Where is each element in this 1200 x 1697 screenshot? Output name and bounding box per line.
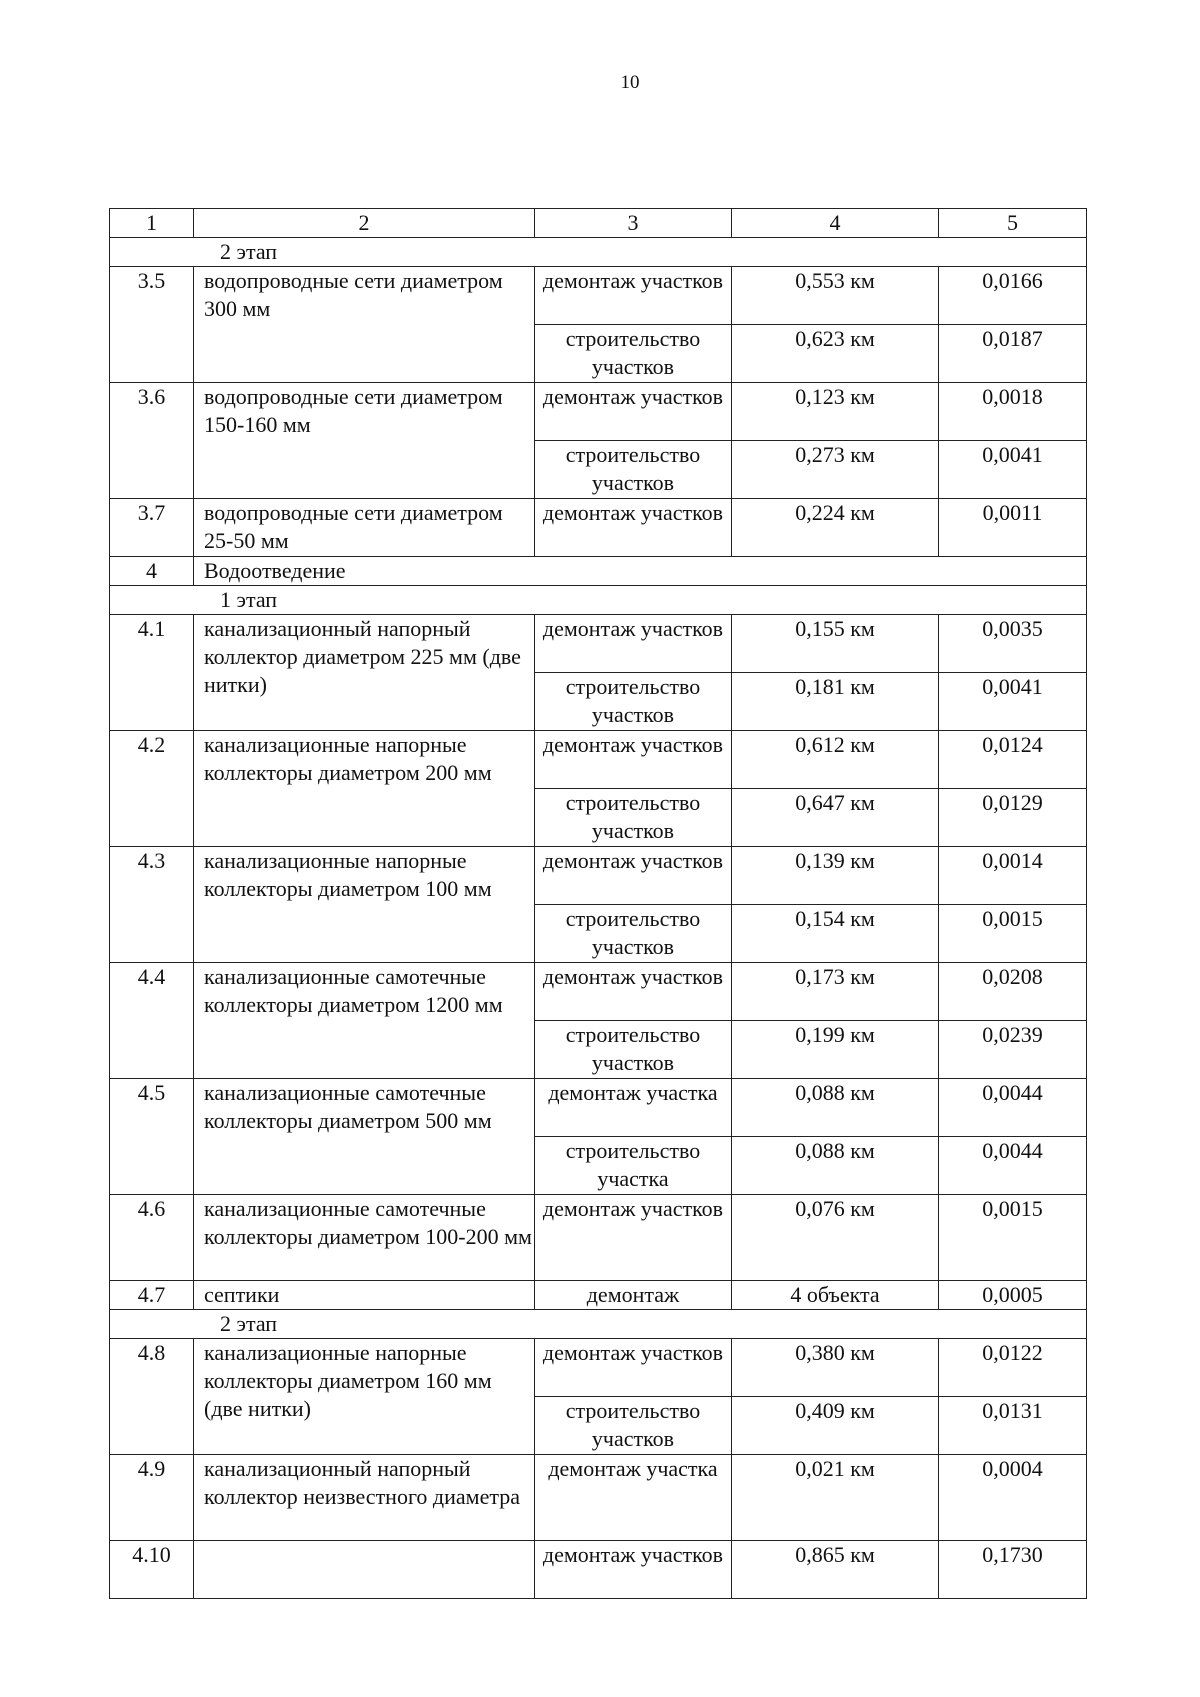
length: 0,273 км	[732, 441, 939, 499]
value: 0,0044	[939, 1137, 1087, 1195]
item-name: септики	[194, 1281, 535, 1310]
item-name: канализационные напорные коллекторы диаметром 160 мм (две нитки)	[194, 1339, 535, 1455]
item-name: канализационные напорные коллекторы диаметром 200 мм	[194, 731, 535, 847]
length: 4 объекта	[732, 1281, 939, 1310]
length: 0,224 км	[732, 499, 939, 557]
table-row	[110, 847, 1087, 905]
item-number: 4.5	[110, 1079, 194, 1195]
item-number: 4.6	[110, 1195, 194, 1281]
header-row	[110, 209, 1087, 238]
table-row	[110, 1281, 1087, 1310]
work-type: демонтаж участков	[535, 383, 732, 441]
length: 0,380 км	[732, 1339, 939, 1397]
length: 0,553 км	[732, 267, 939, 325]
value: 0,0166	[939, 267, 1087, 325]
value: 0,0129	[939, 789, 1087, 847]
work-type: строительство участков	[535, 905, 732, 963]
table-row	[110, 267, 1087, 325]
value: 0,0018	[939, 383, 1087, 441]
value: 0,0208	[939, 963, 1087, 1021]
value: 0,0011	[939, 499, 1087, 557]
work-type: демонтаж участка	[535, 1079, 732, 1137]
table-row	[110, 1079, 1087, 1137]
work-type: демонтаж участков	[535, 615, 732, 673]
item-number: 4.10	[110, 1541, 194, 1599]
stage-label: 2 этап	[110, 238, 1087, 267]
length: 0,021 км	[732, 1455, 939, 1541]
work-type: строительство участка	[535, 1137, 732, 1195]
item-number: 4.9	[110, 1455, 194, 1541]
work-type: демонтаж участков	[535, 1195, 732, 1281]
item-name: водопроводные сети диаметром 25-50 мм	[194, 499, 535, 557]
value: 0,0014	[939, 847, 1087, 905]
length: 0,199 км	[732, 1021, 939, 1079]
section-row	[110, 557, 1087, 586]
length: 0,154 км	[732, 905, 939, 963]
item-name: водопроводные сети диаметром 300 мм	[194, 267, 535, 383]
table-row	[110, 1455, 1087, 1541]
work-type: строительство участков	[535, 1021, 732, 1079]
length: 0,139 км	[732, 847, 939, 905]
page-number: 10	[620, 72, 640, 93]
item-number: 3.6	[110, 383, 194, 499]
item-number: 4.8	[110, 1339, 194, 1455]
work-type: строительство участков	[535, 789, 732, 847]
item-name: водопроводные сети диаметром 150-160 мм	[194, 383, 535, 499]
header-cell-4: 4	[732, 209, 939, 238]
length: 0,612 км	[732, 731, 939, 789]
value: 0,0122	[939, 1339, 1087, 1397]
header-cell-5: 5	[939, 209, 1087, 238]
item-number: 3.7	[110, 499, 194, 557]
stage-row	[110, 238, 1087, 267]
table-body	[110, 209, 1087, 1599]
item-number: 3.5	[110, 267, 194, 383]
table-row	[110, 1339, 1087, 1397]
work-type: демонтаж участков	[535, 963, 732, 1021]
item-name: канализационный напорный коллектор диаметром 225 мм (две нитки)	[194, 615, 535, 731]
length: 0,088 км	[732, 1079, 939, 1137]
stage-row	[110, 586, 1087, 615]
stage-label: 1 этап	[110, 586, 1087, 615]
work-type: демонтаж участков	[535, 731, 732, 789]
item-number: 4.3	[110, 847, 194, 963]
stage-label: 2 этап	[110, 1310, 1087, 1339]
stage-row	[110, 1310, 1087, 1339]
table-row	[110, 963, 1087, 1021]
table-row	[110, 615, 1087, 673]
work-type: строительство участков	[535, 1397, 732, 1455]
value: 0,0015	[939, 1195, 1087, 1281]
table-row	[110, 383, 1087, 441]
value: 0,0124	[939, 731, 1087, 789]
value: 0,0005	[939, 1281, 1087, 1310]
item-number: 4.1	[110, 615, 194, 731]
length: 0,155 км	[732, 615, 939, 673]
item-name: канализационный напорный коллектор неизвестного диаметра	[194, 1455, 535, 1541]
value: 0,1730	[939, 1541, 1087, 1599]
value: 0,0187	[939, 325, 1087, 383]
section-title: Водоотведение	[194, 557, 1087, 586]
length: 0,123 км	[732, 383, 939, 441]
work-type: строительство участков	[535, 673, 732, 731]
header-cell-1: 1	[110, 209, 194, 238]
item-name: канализационные самотечные коллекторы диаметром 100-200 мм	[194, 1195, 535, 1281]
table-row	[110, 731, 1087, 789]
work-type: демонтаж участков	[535, 267, 732, 325]
length: 0,647 км	[732, 789, 939, 847]
table-row	[110, 1541, 1087, 1599]
work-type: строительство участков	[535, 441, 732, 499]
item-name: канализационные самотечные коллекторы диаметром 1200 мм	[194, 963, 535, 1079]
length: 0,173 км	[732, 963, 939, 1021]
length: 0,076 км	[732, 1195, 939, 1281]
value: 0,0004	[939, 1455, 1087, 1541]
item-name: канализационные самотечные коллекторы диаметром 500 мм	[194, 1079, 535, 1195]
table-row	[110, 499, 1087, 557]
work-type: демонтаж участков	[535, 1541, 732, 1599]
value: 0,0239	[939, 1021, 1087, 1079]
value: 0,0044	[939, 1079, 1087, 1137]
item-number: 4.4	[110, 963, 194, 1079]
length: 0,865 км	[732, 1541, 939, 1599]
item-number: 4.2	[110, 731, 194, 847]
work-type: демонтаж	[535, 1281, 732, 1310]
work-type: демонтаж участков	[535, 1339, 732, 1397]
value: 0,0035	[939, 615, 1087, 673]
item-name	[194, 1541, 535, 1599]
value: 0,0015	[939, 905, 1087, 963]
length: 0,409 км	[732, 1397, 939, 1455]
header-cell-2: 2	[194, 209, 535, 238]
header-cell-3: 3	[535, 209, 732, 238]
length: 0,181 км	[732, 673, 939, 731]
length: 0,623 км	[732, 325, 939, 383]
work-type: демонтаж участков	[535, 499, 732, 557]
work-type: демонтаж участков	[535, 847, 732, 905]
work-type: строительство участков	[535, 325, 732, 383]
value: 0,0131	[939, 1397, 1087, 1455]
section-number: 4	[110, 557, 194, 586]
value: 0,0041	[939, 673, 1087, 731]
item-name: канализационные напорные коллекторы диаметром 100 мм	[194, 847, 535, 963]
length: 0,088 км	[732, 1137, 939, 1195]
value: 0,0041	[939, 441, 1087, 499]
work-type: демонтаж участка	[535, 1455, 732, 1541]
table-row	[110, 1195, 1087, 1281]
works-table	[109, 208, 1087, 1599]
item-number: 4.7	[110, 1281, 194, 1310]
